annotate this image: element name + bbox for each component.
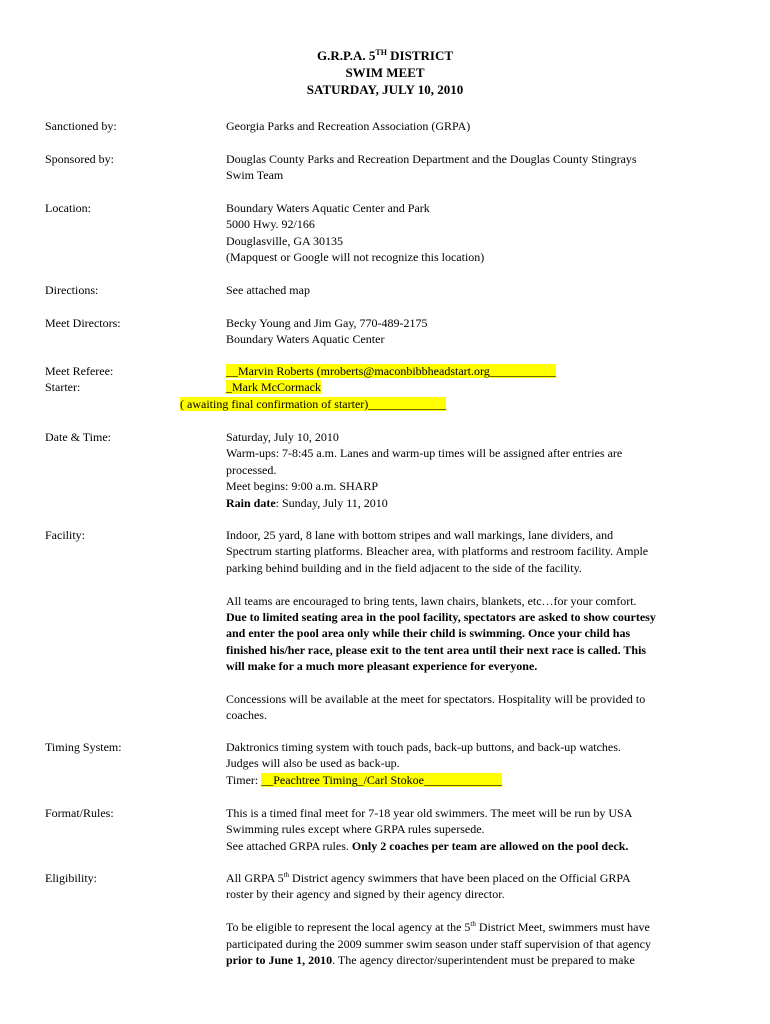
location-label: Location: <box>45 201 91 215</box>
referee-label: Meet Referee: <box>45 364 114 378</box>
referee-value <box>226 363 726 396</box>
referee-highlight: __Marvin Roberts (mroberts@maconbibbheadstart.org___________ <box>226 364 556 378</box>
directors-value: Becky Young and Jim Gay, 770-489-2175 Boundary Waters Aquatic Center <box>226 316 428 347</box>
datetime-value: Saturday, July 10, 2010 Warm-ups: 7-8:45 a.m. Lanes and warm-up times will be assigned after entries are processed. Meet begins: 9:00 a.m. SHARP Rain date: Sunday, July 11, 2010 <box>226 430 623 510</box>
directors-label: Meet Directors: <box>45 316 121 330</box>
sponsored-label: Sponsored by: <box>45 152 114 166</box>
sanctioned-label: Sanctioned by: <box>45 119 117 133</box>
starter-highlight: _Mark McCormack <box>226 380 321 395</box>
directions-label: Directions: <box>45 283 99 297</box>
format-label: Format/Rules: <box>45 806 114 820</box>
eligibility-value: All GRPA 5th District agency swimmers that have been placed on the Official GRPA roster by their agency and signed by their agency director. To be eligible to represent the local agency at the 5th District Meet, swimmers must have participated during the 2009 summer swim season under staff supervision of that agency prior to June 1, 2010. The agency director/superintendent must be prepared to make <box>226 871 652 968</box>
timing-label: Timing System: <box>45 740 122 754</box>
directions-value: See attached map <box>226 283 310 297</box>
rain-date-label: Rain date <box>226 495 276 510</box>
starter-label: Starter: <box>45 380 81 394</box>
timing-value: Daktronics timing system with touch pads, back-up buttons, and back-up watches. Judges will also be used as back-up. Timer: __Peachtree Timing_/Carl Stokoe_____________ <box>226 740 621 787</box>
facility-label: Facility: <box>45 528 85 542</box>
starter-confirmation: ( awaiting final confirmation of starter)_____________ <box>180 397 447 411</box>
document-title <box>0 47 770 98</box>
title-line-1: G.R.P.A. 5TH DISTRICT <box>316 48 454 63</box>
sanctioned-value: Georgia Parks and Recreation Association (GRPA) <box>226 119 471 133</box>
format-value: This is a timed final meet for 7-18 year old swimmers. The meet will be run by USA Swimming rules except where GRPA rules supersede. See attached GRPA rules. Only 2 coaches per team are allowed on the pool deck. <box>226 806 633 853</box>
sponsored-value: Douglas County Parks and Recreation Department and the Douglas County Stingrays Swim Team <box>226 152 637 183</box>
facility-value: Indoor, 25 yard, 8 lane with bottom stripes and wall markings, lane dividers, and Spectrum starting platforms. Bleacher area, with platforms and restroom facility. Ample parking behind building and in the field adjacent to the side of the facility. All teams are encouraged to bring tents, lawn chairs, blankets, etc…for your comfort. Due to limited seating area in the pool facility, spectators are asked to show courtesy and enter the pool area only while their child is swimming. Once your child has finished his/her race, please exit to the tent area until their next race is called. This will make for a much more pleasant experience for everyone. Concessions will be available at the meet for spectators. Hospitality will be provided to coaches. <box>226 528 656 723</box>
location-value: Boundary Waters Aquatic Center and Park 5000 Hwy. 92/166 Douglasville, GA 30135 (Mapquest or Google will not recognize this location) <box>226 201 485 265</box>
eligibility-label: Eligibility: <box>45 871 98 885</box>
title-line-2: SWIM MEET <box>345 65 425 80</box>
title-line-3: SATURDAY, JULY 10, 2010 <box>306 82 464 97</box>
timer-highlight: __Peachtree Timing_/Carl Stokoe_____________ <box>261 772 502 787</box>
datetime-label: Date & Time: <box>45 430 112 444</box>
